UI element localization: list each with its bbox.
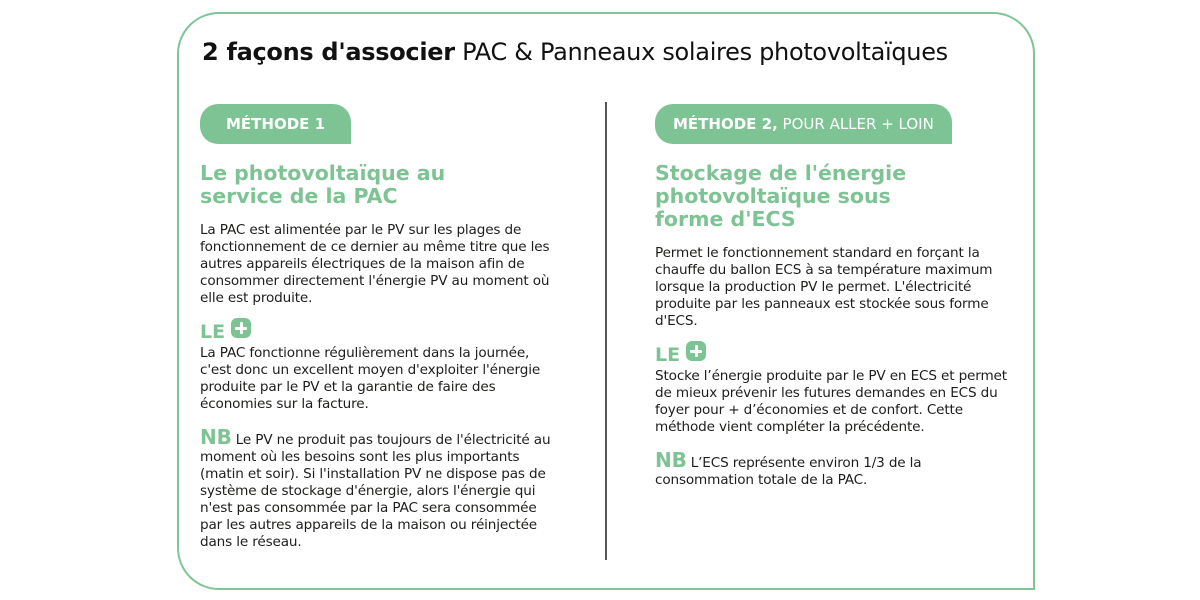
title-bold: 2 façons d'associer (202, 38, 455, 66)
note-label: NB (200, 425, 232, 449)
plus-square-icon (231, 318, 251, 338)
method-2-column (655, 104, 1025, 489)
column-divider (605, 102, 607, 560)
method-2-badge-label: MÉTHODE 2, (673, 115, 778, 133)
note-label: NB (655, 448, 687, 472)
method-2-note-text: L’ECS représente environ 1/3 de la consommation totale de la PAC. (655, 455, 922, 488)
method-1-badge (200, 104, 351, 144)
method-1-note (200, 425, 562, 551)
advantage-label: LE (655, 344, 681, 366)
method-1-description: La PAC est alimentée par le PV sur les plages de fonctionnement de ce dernier au même titre que les autres appareils électriques de la maison afin de consommer directement l'énergie PV au moment où elle est produite. (200, 222, 550, 306)
method-2-advantage-header (655, 342, 1025, 368)
method-2-badge-suffix: POUR ALLER + LOIN (782, 115, 934, 133)
method-2-description: Permet le fonctionnement standard en forçant la chauffe du ballon ECS à sa température maximum lorsque la production PV le permet. L'électricité produite par les panneaux est stockée sous forme d'ECS. (655, 245, 993, 329)
method-1-note-text: Le PV ne produit pas toujours de l'électricité au moment où les besoins sont les plus importants (matin et soir). Si l'installation PV ne dispose pas de système de stockage d'énergie, alors l'énergie qui n'est pas consommée par la PAC sera consommée par les autres appareils de la maison ou réinjectée dans le réseau. (200, 432, 551, 550)
method-1-heading: Le photovoltaïque au service de la PAC (200, 161, 446, 208)
method-1-badge-label: MÉTHODE 1 (226, 115, 326, 133)
method-1-advantage-header (200, 319, 570, 345)
method-2-advantage-text: Stocke l’énergie produite par le PV en ECS et permet de mieux prévenir les futures demandes en ECS du foyer pour + d’économies et de confort. Cette méthode vient compléter la précédente. (655, 368, 1007, 435)
title-light: PAC & Panneaux solaires photovoltaïques (462, 38, 948, 66)
method-2-heading: Stockage de l'énergie photovoltaïque sous forme d'ECS (655, 161, 907, 231)
method-1-column (200, 104, 570, 551)
advantage-label: LE (200, 321, 226, 343)
method-2-badge (655, 104, 952, 144)
plus-square-icon (686, 341, 706, 361)
method-1-advantage-text: La PAC fonctionne régulièrement dans la journée, c'est donc un excellent moyen d'exploiter l'énergie produite par le PV et la garantie de faire des économies sur la facture. (200, 345, 541, 412)
method-2-note (655, 448, 935, 489)
page-title (202, 38, 948, 66)
